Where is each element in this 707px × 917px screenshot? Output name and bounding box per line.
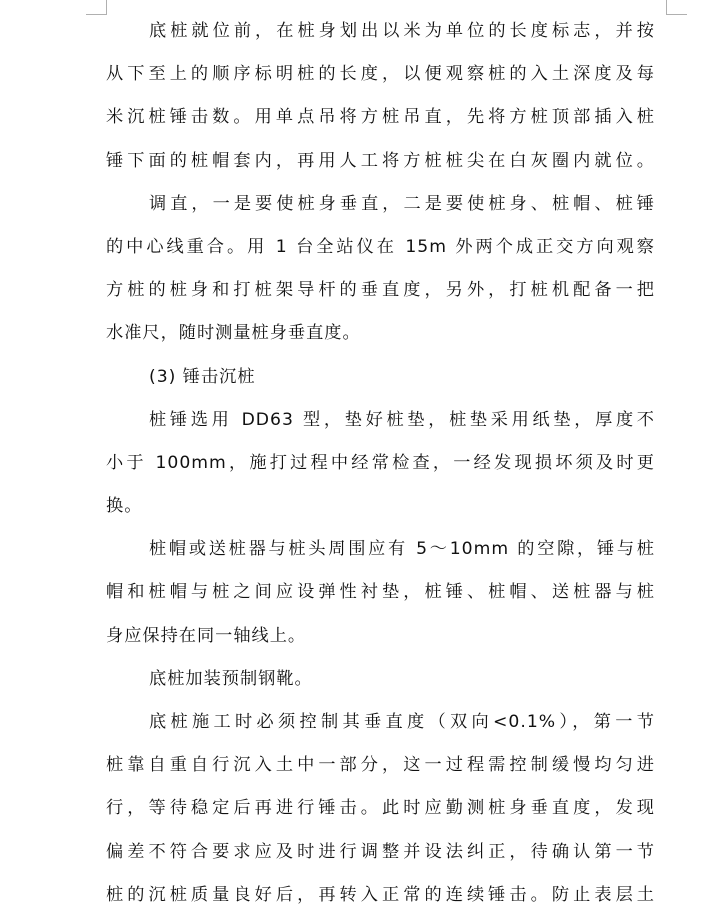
text-line: 桩帽或送桩器与桩头周围应有 5～10mm 的空隙，锤与桩 [149, 539, 655, 560]
text-line: 水准尺，随时测量桩身垂直度。 [106, 323, 361, 344]
section-heading: (3) 锤击沉桩 [149, 366, 256, 387]
text-line: 行，等待稳定后再进行锤击。此时应勤测桩身垂直度，发现 [106, 798, 655, 819]
margin-corner-mark-right [666, 0, 687, 15]
text-line: 底桩就位前，在桩身划出以米为单位的长度标志，并按 [149, 21, 655, 41]
text-line: 桩的沉桩质量良好后，再转入正常的连续锤击。防止表层土 [106, 884, 655, 905]
text-line: 的中心线重合。用 1 台全站仪在 15m 外两个成正交方向观察 [106, 236, 655, 257]
text-line: 底桩加装预制钢靴。 [149, 668, 313, 689]
text-line: 身应保持在同一轴线上。 [106, 625, 307, 646]
document-body [106, 10, 655, 917]
text-line: 小于 100mm，施打过程中经常检查，一经发现损坏须及时更 [106, 452, 655, 473]
margin-corner-mark-left [86, 0, 107, 15]
text-line: 从下至上的顺序标明桩的长度，以便观察桩的入土深度及每 [106, 64, 655, 85]
text-line: 调直，一是要使桩身垂直，二是要使桩身、桩帽、桩锤 [149, 193, 655, 214]
text-line: 米沉桩锤击数。用单点吊将方桩吊直，先将方桩顶部插入桩 [106, 107, 655, 128]
text-line: 帽和桩帽与桩之间应设弹性衬垫，桩锤、桩帽、送桩器与桩 [106, 582, 655, 603]
text-line: 偏差不符合要求应及时进行调整并设法纠正，待确认第一节 [106, 841, 655, 862]
text-line: 方桩的桩身和打桩架导杆的垂直度，另外，打桩机配备一把 [106, 280, 655, 301]
text-line: 换。 [106, 496, 143, 517]
text-line: 桩锤选用 DD63 型，垫好桩垫，桩垫采用纸垫，厚度不 [149, 409, 655, 430]
text-line: 锤下面的桩帽套内，再用人工将方桩桩尖在白灰圈内就位。 [106, 150, 655, 171]
text-line: 桩靠自重自行沉入土中一部分，这一过程需控制缓慢均匀进 [106, 755, 655, 776]
text-line: 底桩施工时必须控制其垂直度（双向<0.1%），第一节 [149, 712, 655, 732]
